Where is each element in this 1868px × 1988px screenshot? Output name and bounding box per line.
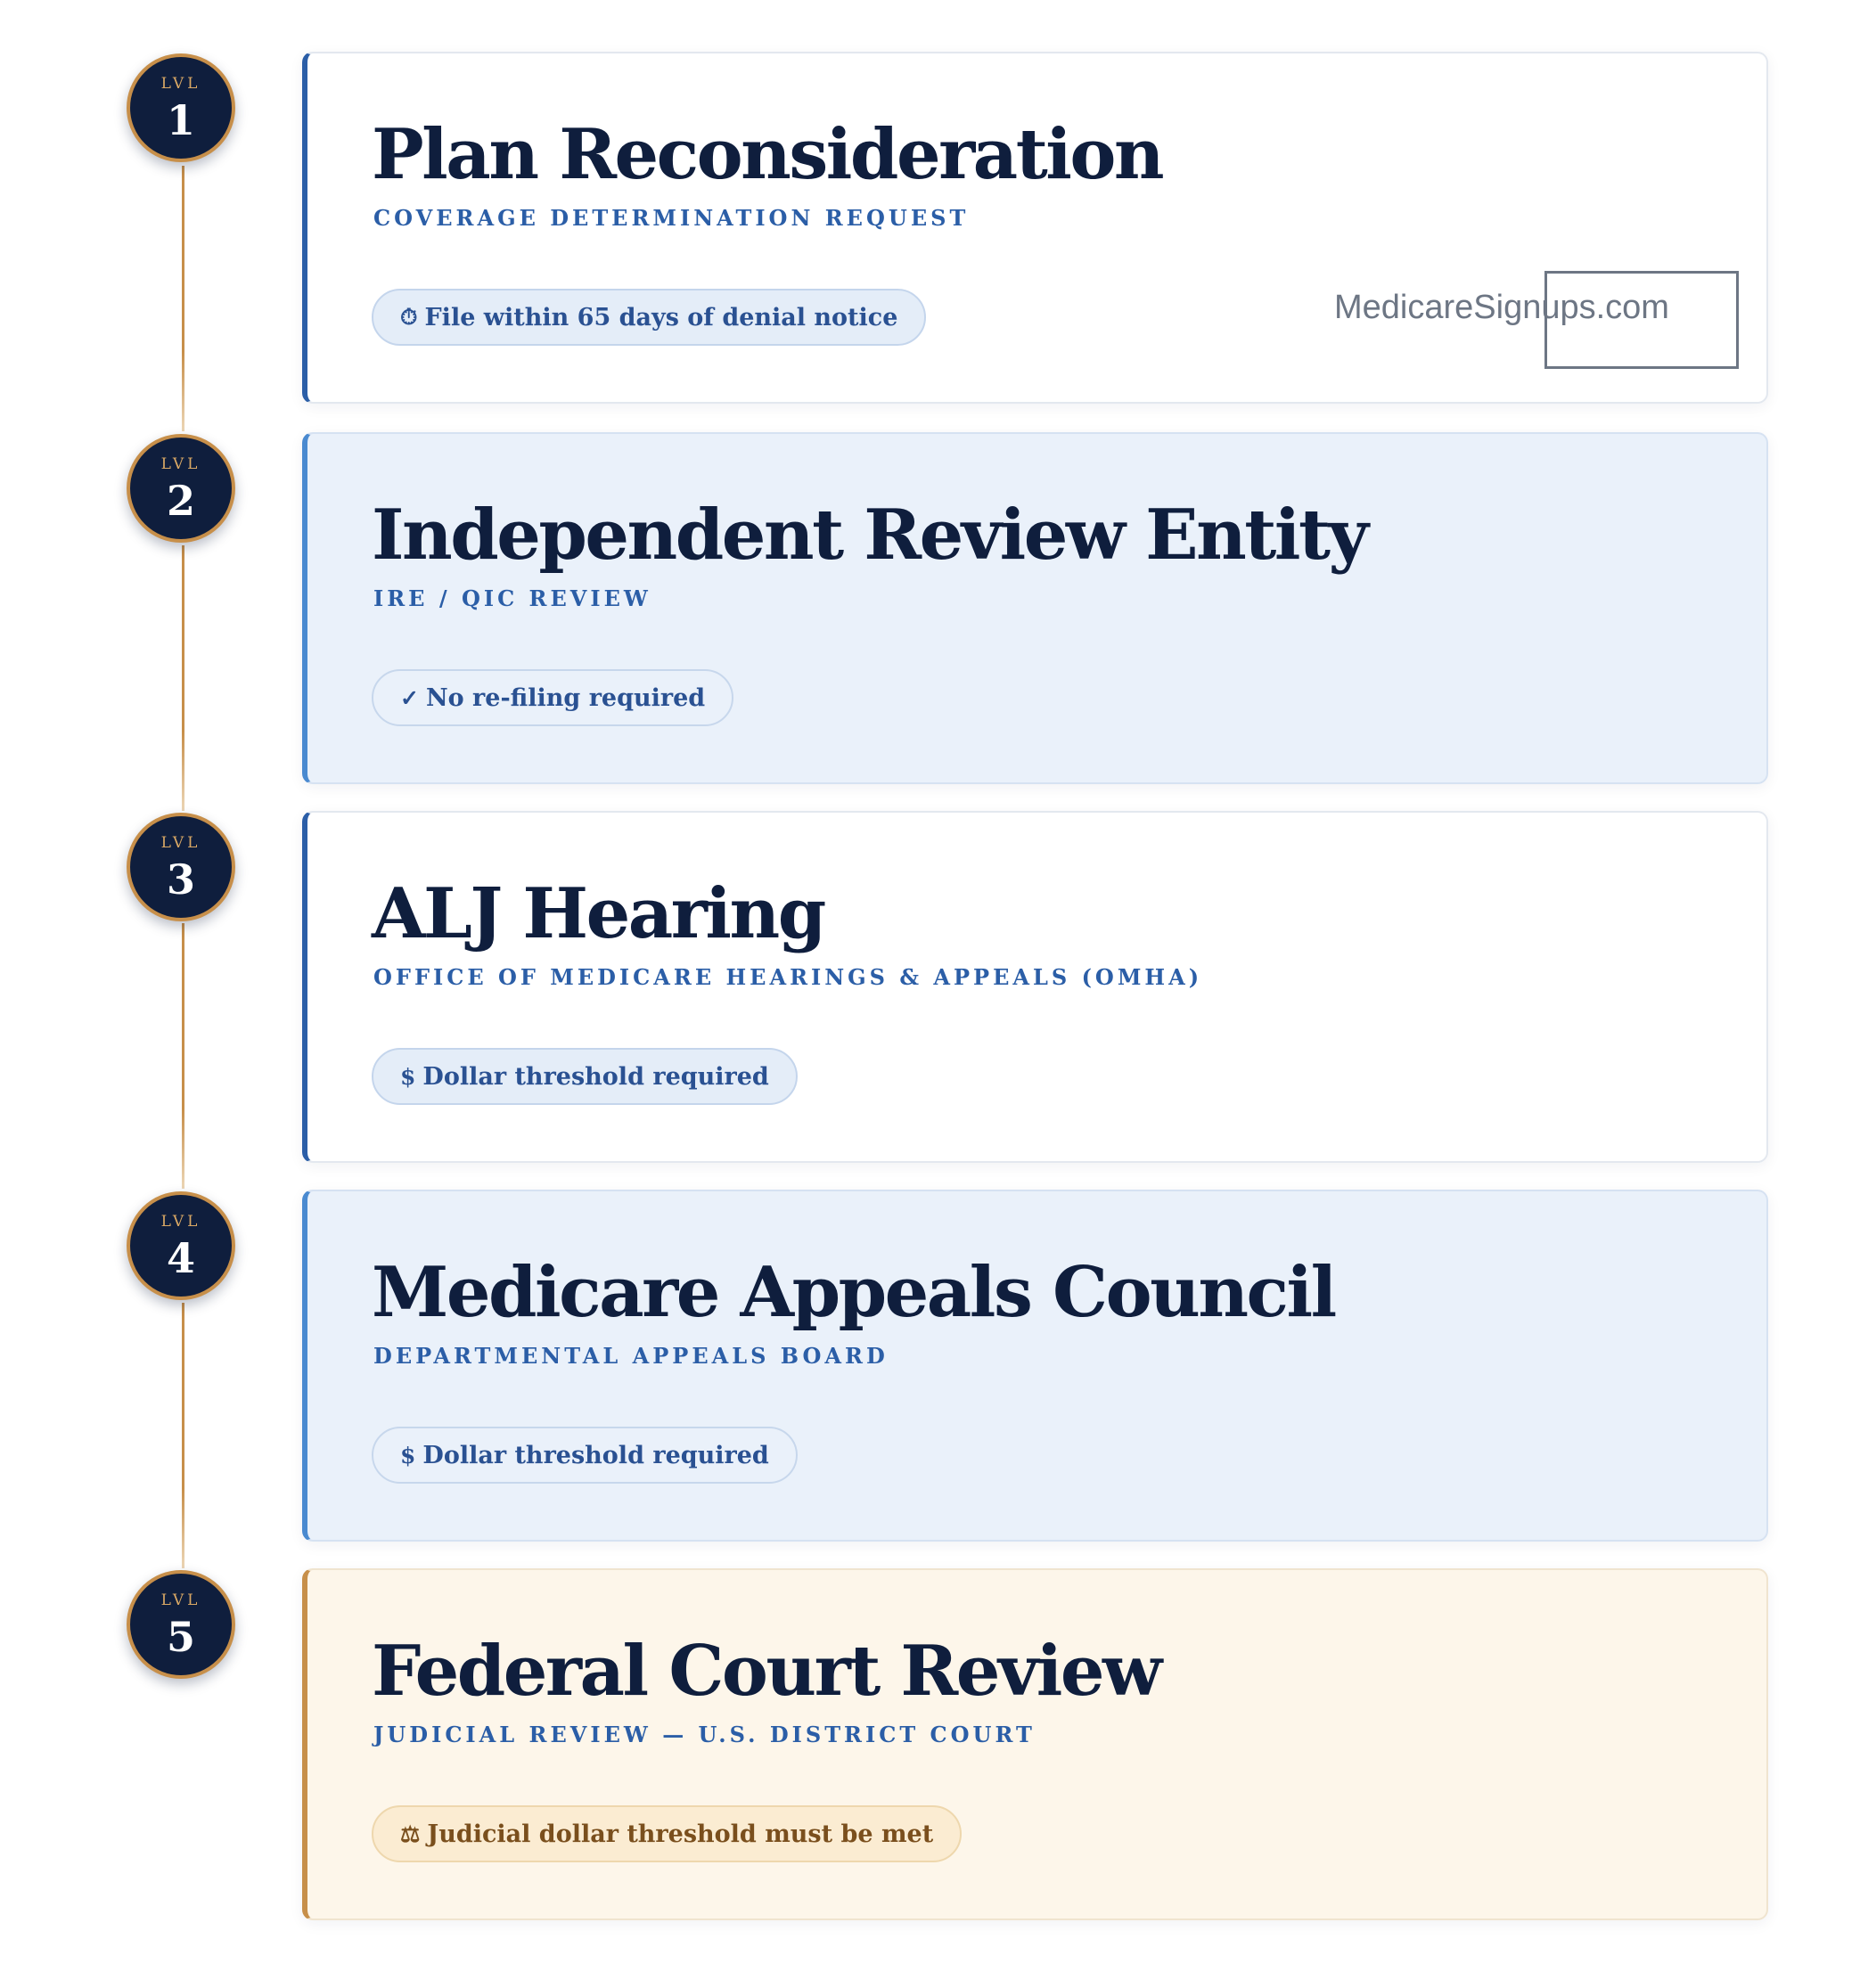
badge-lvl-label: LVL xyxy=(160,455,201,473)
badge-lvl-label: LVL xyxy=(160,1591,201,1609)
scales-icon: ⚖ xyxy=(400,1820,421,1847)
level-badge-5 xyxy=(127,1570,235,1679)
card-title: Medicare Appeals Council xyxy=(372,1252,1335,1333)
badge-level-number: 1 xyxy=(166,96,195,144)
level-badge-1 xyxy=(127,53,235,162)
level-card-federal-court-review xyxy=(302,1568,1768,1920)
badge-level-number: 2 xyxy=(166,477,195,525)
level-card-alj-hearing xyxy=(302,811,1768,1163)
deadline-chip xyxy=(372,289,926,346)
card-subtitle: OFFICE OF MEDICARE HEARINGS & APPEALS (OMHA) xyxy=(373,964,1203,990)
chip-text: Dollar threshold required xyxy=(422,1062,769,1091)
chip-text: Judicial dollar threshold must be met xyxy=(427,1820,934,1848)
card-subtitle: JUDICIAL REVIEW — U.S. DISTRICT COURT xyxy=(373,1722,1036,1747)
card-title: ALJ Hearing xyxy=(372,873,824,954)
badge-lvl-label: LVL xyxy=(160,834,201,852)
level-card-independent-review-entity xyxy=(302,432,1768,784)
badge-level-number: 5 xyxy=(166,1613,195,1661)
clock-icon: ⏱ xyxy=(400,304,418,330)
card-title: Independent Review Entity xyxy=(372,495,1367,576)
level-badge-2 xyxy=(127,434,235,543)
timeline-connector xyxy=(182,166,184,431)
requirement-chip xyxy=(372,1048,798,1105)
card-title: Plan Reconsideration xyxy=(372,114,1163,195)
requirement-chip xyxy=(372,669,733,726)
level-card-medicare-appeals-council xyxy=(302,1190,1768,1542)
badge-lvl-label: LVL xyxy=(160,1213,201,1231)
watermark-text: MedicareSignups.com xyxy=(1334,289,1669,326)
timeline-connector xyxy=(182,1303,184,1568)
dollar-icon: $ xyxy=(400,1442,416,1469)
chip-text: File within 65 days of denial notice xyxy=(424,303,898,331)
chip-text: No re-filing required xyxy=(425,683,706,712)
badge-level-number: 3 xyxy=(166,855,195,904)
card-subtitle: DEPARTMENTAL APPEALS BOARD xyxy=(373,1343,889,1369)
chip-text: Dollar threshold required xyxy=(422,1441,769,1469)
timeline-connector xyxy=(182,923,184,1189)
checkmark-icon: ✓ xyxy=(400,684,419,711)
level-card-plan-reconsideration xyxy=(302,52,1768,404)
timeline-connector xyxy=(182,545,184,811)
card-subtitle: IRE / QIC REVIEW xyxy=(373,585,651,611)
card-title: Federal Court Review xyxy=(372,1631,1160,1712)
level-badge-4 xyxy=(127,1191,235,1300)
requirement-chip xyxy=(372,1805,962,1862)
dollar-icon: $ xyxy=(400,1063,416,1090)
requirement-chip xyxy=(372,1427,798,1484)
badge-lvl-label: LVL xyxy=(160,75,201,93)
level-badge-3 xyxy=(127,813,235,921)
badge-level-number: 4 xyxy=(166,1234,195,1282)
card-subtitle: COVERAGE DETERMINATION REQUEST xyxy=(373,205,970,231)
